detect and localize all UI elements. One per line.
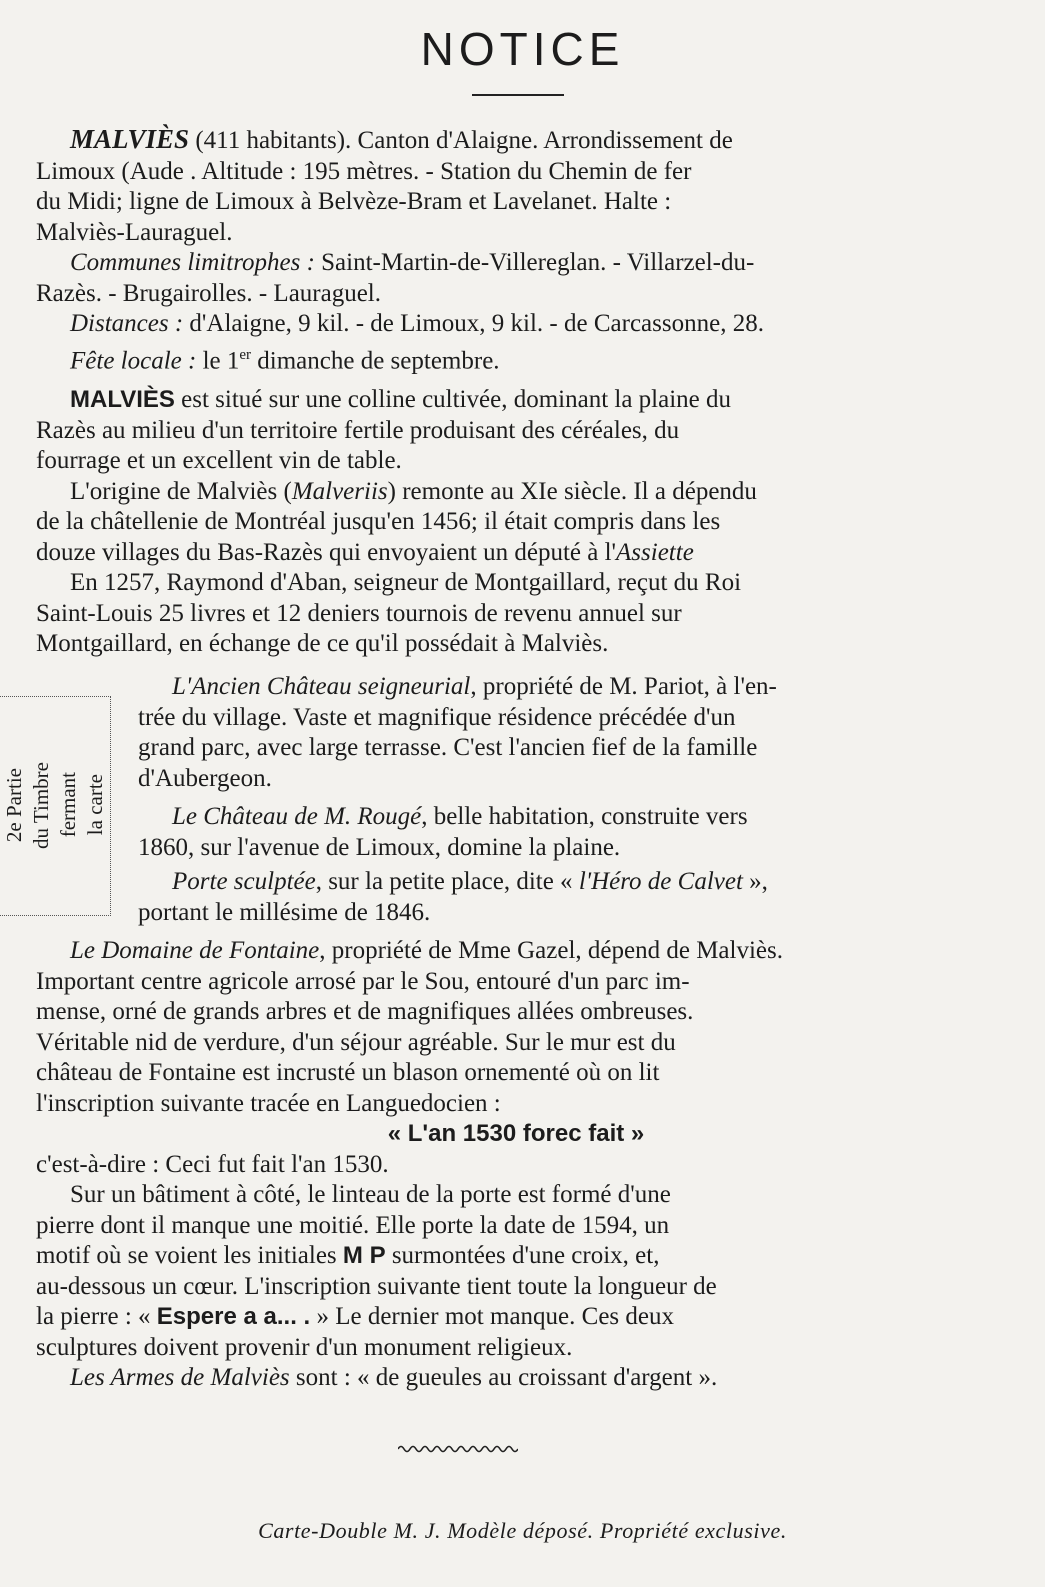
linteau-line-6: sculptures doivent provenir d'un monument religieux. bbox=[36, 1333, 573, 1361]
linteau-line-3: motif où se voient les initiales M P surmontées d'une croix, et, bbox=[36, 1242, 660, 1269]
history-line-1: MALVIÈS est situé sur une colline cultivée, dominant la plaine du bbox=[70, 386, 732, 413]
title-divider bbox=[472, 94, 564, 96]
domaine-line-1: Le Domaine de Fontaine, propriété de Mme Gazel, dépend de Malviès. bbox=[70, 937, 783, 964]
domaine-block bbox=[36, 936, 996, 1394]
history-line-2: Razès au milieu d'un territoire fertile produisant des céréales, du bbox=[36, 416, 680, 444]
porte-line-2: portant le millésime de 1846. bbox=[138, 898, 431, 926]
history-block bbox=[36, 385, 996, 660]
stamp-line-4: la carte bbox=[83, 774, 107, 836]
chateau-line-1: L'Ancien Château seigneurial, propriété de M. Pariot, à l'en- bbox=[172, 673, 777, 700]
stamp-text bbox=[0, 696, 110, 914]
fete-line: Fête locale : le 1er dimanche de septembre. bbox=[70, 346, 500, 374]
rouge-line-1: Le Château de M. Rougé, belle habitation, construite vers bbox=[172, 803, 748, 830]
monuments-block bbox=[138, 672, 984, 928]
linteau-line-2: pierre dont il manque une moitié. Elle porte la date de 1594, un bbox=[36, 1211, 670, 1239]
header-line-4: Malviès-Lauraguel. bbox=[36, 218, 233, 246]
inscription-quote: « L'an 1530 forec fait » bbox=[387, 1120, 645, 1147]
footer-caption: Carte-Double M. J. Modèle déposé. Propriété exclusive. bbox=[258, 1518, 787, 1543]
porte-line-1: Porte sculptée, sur la petite place, dite « l'Héro de Calvet », bbox=[172, 868, 768, 895]
linteau-line-5: la pierre : « Espere a a... . » Le dernier mot manque. Ces deux bbox=[36, 1303, 674, 1330]
header-block bbox=[36, 124, 996, 376]
town-name: MALVIÈS bbox=[70, 124, 190, 154]
history-line-6: douze villages du Bas-Razès qui envoyaient un député à l'Assiette bbox=[36, 538, 694, 566]
domaine-line-5: château de Fontaine est incrusté un blason ornementé où on lit bbox=[36, 1059, 660, 1086]
domaine-line-6: l'inscription suivante tracée en Languedocien : bbox=[36, 1089, 501, 1117]
history-line-4: L'origine de Malviès (Malveriis) remonte au XIe siècle. Il a dépendu bbox=[70, 477, 757, 505]
history-line-8: Saint-Louis 25 livres et 12 deniers tournois de revenu annuel sur bbox=[36, 599, 682, 627]
chateau-line-3: grand parc, avec large terrasse. C'est l'ancien fief de la famille bbox=[138, 734, 758, 761]
chateau-line-2: trée du village. Vaste et magnifique résidence précédée d'un bbox=[138, 703, 736, 731]
history-line-9: Montgaillard, en échange de ce qu'il possédait à Malviès. bbox=[36, 630, 609, 657]
chateau-line-4: d'Aubergeon. bbox=[138, 764, 272, 792]
header-line-3: du Midi; ligne de Limoux à Belvèze-Bram et Lavelanet. Halte : bbox=[36, 188, 672, 215]
wavy-divider bbox=[398, 1443, 518, 1455]
stamp-line-3: fermant bbox=[56, 772, 80, 838]
armes-line: Les Armes de Malviès sont : « de gueules au croissant d'argent ». bbox=[70, 1364, 718, 1391]
rouge-line-2: 1860, sur l'avenue de Limoux, domine la plaine. bbox=[138, 833, 621, 861]
stamp-line-2: du Timbre bbox=[29, 761, 53, 849]
communes-line-2: Razès. - Brugairolles. - Lauraguel. bbox=[36, 279, 382, 307]
communes-line: Communes limitrophes : Saint-Martin-de-Villereglan. - Villarzel-du- bbox=[70, 249, 755, 276]
linteau-line-1: Sur un bâtiment à côté, le linteau de la porte est formé d'une bbox=[70, 1181, 671, 1208]
domaine-line-3: mense, orné de grands arbres et de magnifiques allées ombreuses. bbox=[36, 998, 694, 1025]
page-title: NOTICE bbox=[420, 23, 625, 75]
domaine-line-2: Important centre agricole arrosé par le Sou, entouré d'un parc im- bbox=[36, 967, 690, 995]
distances-line: Distances : d'Alaigne, 9 kil. - de Limoux, 9 kil. - de Carcassonne, 28. bbox=[70, 310, 764, 337]
history-line-5: de la châtellenie de Montréal jusqu'en 1456; il était compris dans les bbox=[36, 508, 721, 535]
domaine-line-4: Véritable nid de verdure, d'un séjour agréable. Sur le mur est du bbox=[36, 1028, 676, 1056]
domaine-line-7: c'est-à-dire : Ceci fut fait l'an 1530. bbox=[36, 1150, 389, 1178]
header-line-1: MALVIÈS (411 habitants). Canton d'Alaigne. Arrondissement de bbox=[70, 124, 733, 154]
header-line-2: Limoux (Aude . Altitude : 195 mètres. - Station du Chemin de fer bbox=[36, 157, 692, 185]
history-line-7: En 1257, Raymond d'Aban, seigneur de Montgaillard, reçut du Roi bbox=[70, 569, 742, 596]
linteau-line-4: au-dessous un cœur. L'inscription suivante tient toute la longueur de bbox=[36, 1272, 717, 1300]
history-line-3: fourrage et un excellent vin de table. bbox=[36, 447, 402, 474]
stamp-line-1: 2e Partie bbox=[2, 767, 26, 843]
